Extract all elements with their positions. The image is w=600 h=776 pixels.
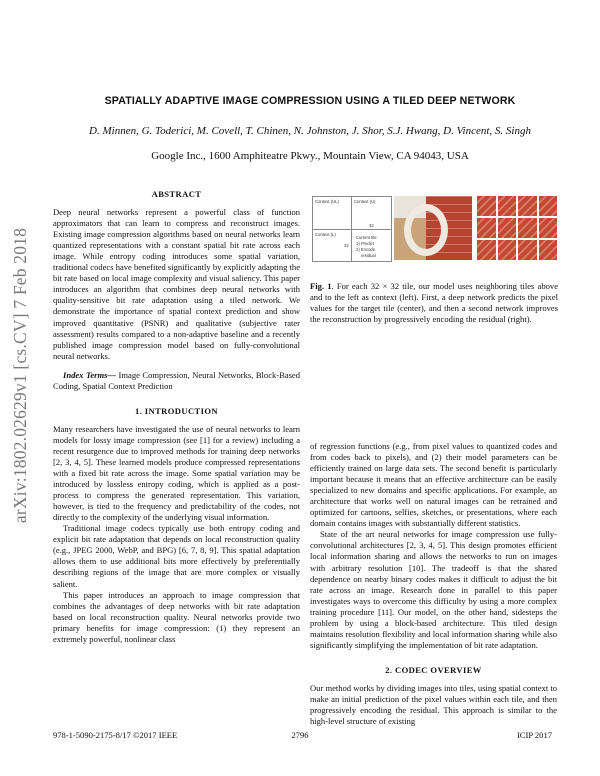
intro-paragraph: Many researchers have investigated the use of neural networks to learn models for lossy image compression (see [1] for a review) including a recent resurgence due to improved methods for training deep networks [2, 3, 4, 5]. These learned models produce compressed representations with a fixed bit rate across the image. Some spatial variation may be introduced by lossless entropy coding, which is applied as a post-process to compress the generated representation. This variation, however, is tied to the frequency and predictability of the codes, not directly to the complexity of the underlying visual information.: [53, 423, 300, 523]
codec-overview-heading: 2. CODEC OVERVIEW: [385, 664, 482, 675]
figure-1: [312, 196, 557, 262]
residual-tile: [539, 196, 558, 216]
label-step-residual: residual: [361, 253, 376, 258]
residual-tile: [539, 240, 558, 260]
abstract-text: Deep neural networks represent a powerful class of function approximators that can learn to compress and reconstruct images. Existing image compression algorithms based on neural networks learn quantized representations with a constant spatial bit rate across each image. While entropy coding introduces some spatial variation, traditional codecs have benefited significantly by explicitly adapting the bit rate based on local image complexity and visual saliency. This paper introduces an algorithm that combines deep neural networks with quality-sensitive bit rate adaptation using a tiled network. We demonstrate the importance of spatial context prediction and show improved quantitative (PSNR) and qualitative (subjective rater assessment) results compared to a non-adaptive baseline and a recently published image compression model based on fully-convolutional neural networks.: [53, 207, 300, 361]
right-paragraph: State of the art neural networks for image compression use fully-convolutional architectures [2, 3, 4, 5]. This design promotes efficient local information sharing and allows the networks to run on images with arbitrary resolution [10]. The tradeoff is that the shared dependence on nearby binary codes makes it difficult to adjust the bit rate across an image. Research done in parallel to this paper investigates ways to overcome this difficulty by using a more complex training procedure [11]. Our model, on the other hand, sidesteps the problem by using a block-based architecture. This tiled design maintains resolution flexibility and local information sharing while also significantly simplifying the implementation of bit rate adaptation.: [310, 529, 557, 650]
index-terms: [53, 370, 300, 392]
residual-tile: [498, 240, 517, 260]
residual-tile: [518, 196, 537, 216]
residual-tile: [498, 196, 517, 216]
label-tile-width: 32: [369, 223, 374, 228]
paper-title: SPATIALLY ADAPTIVE IMAGE COMPRESSION USING A TILED DEEP NETWORK: [104, 95, 516, 107]
label-context-ul: Context (UL): [315, 199, 339, 204]
abstract-heading: ABSTRACT: [151, 189, 202, 199]
residual-tile: [477, 218, 496, 238]
residual-tiles: [477, 196, 557, 260]
right-column: [310, 441, 557, 727]
footer-isbn: 978-1-5090-2175-8/17 ©2017 IEEE: [53, 730, 178, 740]
label-tile-height: 32: [344, 243, 349, 248]
index-terms-text: Image Compression, Neural Networks, Block-Based Coding, Spatial Context Prediction: [53, 369, 301, 391]
caption-text: . For each 32 × 32 tile, our model uses neighboring tiles above and to the left as context (left). First, a deep network predicts the pixel values for the target tile (center), and then a second network improves the reconstruction by progressively encoding the residual (right).: [310, 281, 558, 325]
residual-tile: [498, 218, 517, 238]
label-context-l: Context (L): [315, 232, 336, 237]
introduction-heading: 1. INTRODUCTION: [135, 405, 218, 416]
label-current-tile: Current tile:: [356, 235, 378, 240]
caption-label: Fig. 1: [310, 281, 332, 291]
residual-tile: [477, 240, 496, 260]
right-paragraph: of regression functions (e.g., from pixel values to quantized codes and from codes back to pixels), and (2) their model parameters can be efficiently trained on large data sets. The second benefit is particularly important because it means that an effective architecture can be easily specialized to new domains and specific applications. For example, an architecture that works well on natural images can be retrained and optimized for cartoons, selfies, sketches, or presentations, where each domain contains images with substantially different statistics.: [310, 441, 557, 529]
label-step-encode: 2) Encode: [356, 247, 376, 252]
footer-page-number: 2796: [291, 730, 309, 740]
left-column: [53, 189, 300, 645]
residual-tile: [539, 218, 558, 238]
prediction-photo: [394, 196, 472, 260]
intro-paragraph: This paper introduces an approach to image compression that combines the advantages of deep networks with bit rate adaptation based on local reconstruction quality. Neural networks provide two primary benefits for image compression: (1) they represent an extremely powerful, nonlinear class: [53, 589, 300, 644]
residual-tile: [518, 218, 537, 238]
arxiv-stamp-text: arXiv:1802.02629v1 [cs.CV] 7 Feb 2018: [10, 227, 31, 523]
figure-1-caption: [310, 281, 558, 325]
paper-affiliation: Google Inc., 1600 Amphiteatre Pkwy., Mountain View, CA 94043, USA: [151, 150, 469, 162]
label-step-predict: 1) Predict: [356, 241, 374, 246]
residual-tile: [477, 196, 496, 216]
residual-tile: [518, 240, 537, 260]
paper-authors: D. Minnen, G. Toderici, M. Covell, T. Chinen, N. Johnston, J. Shor, S.J. Hwang, D. Vincent, S. Singh: [89, 125, 531, 137]
label-context-u: Context (U): [354, 199, 376, 204]
footer-venue: ICIP 2017: [516, 730, 552, 740]
index-terms-label: Index Terms—: [63, 369, 117, 380]
context-diagram: [312, 196, 392, 262]
intro-paragraph: Traditional image codecs typically use both entropy coding and explicit bit rate adaptation that depends on local reconstruction quality (e.g., JPEG 2000, WebP, and BPG) [6, 7, 8, 9]. This spatial adaptation allows them to use additional bits more effectively by preferentially describing regions of the image that are more complex or visually salient.: [53, 523, 300, 589]
arxiv-stamp: [4, 190, 38, 560]
codec-overview-text: Our method works by dividing images into tiles, using spatial context to make an initial prediction of the pixel values within each tile, and then progressively encoding the residual. This approach is similar to the high-level structure of existing: [310, 682, 557, 727]
